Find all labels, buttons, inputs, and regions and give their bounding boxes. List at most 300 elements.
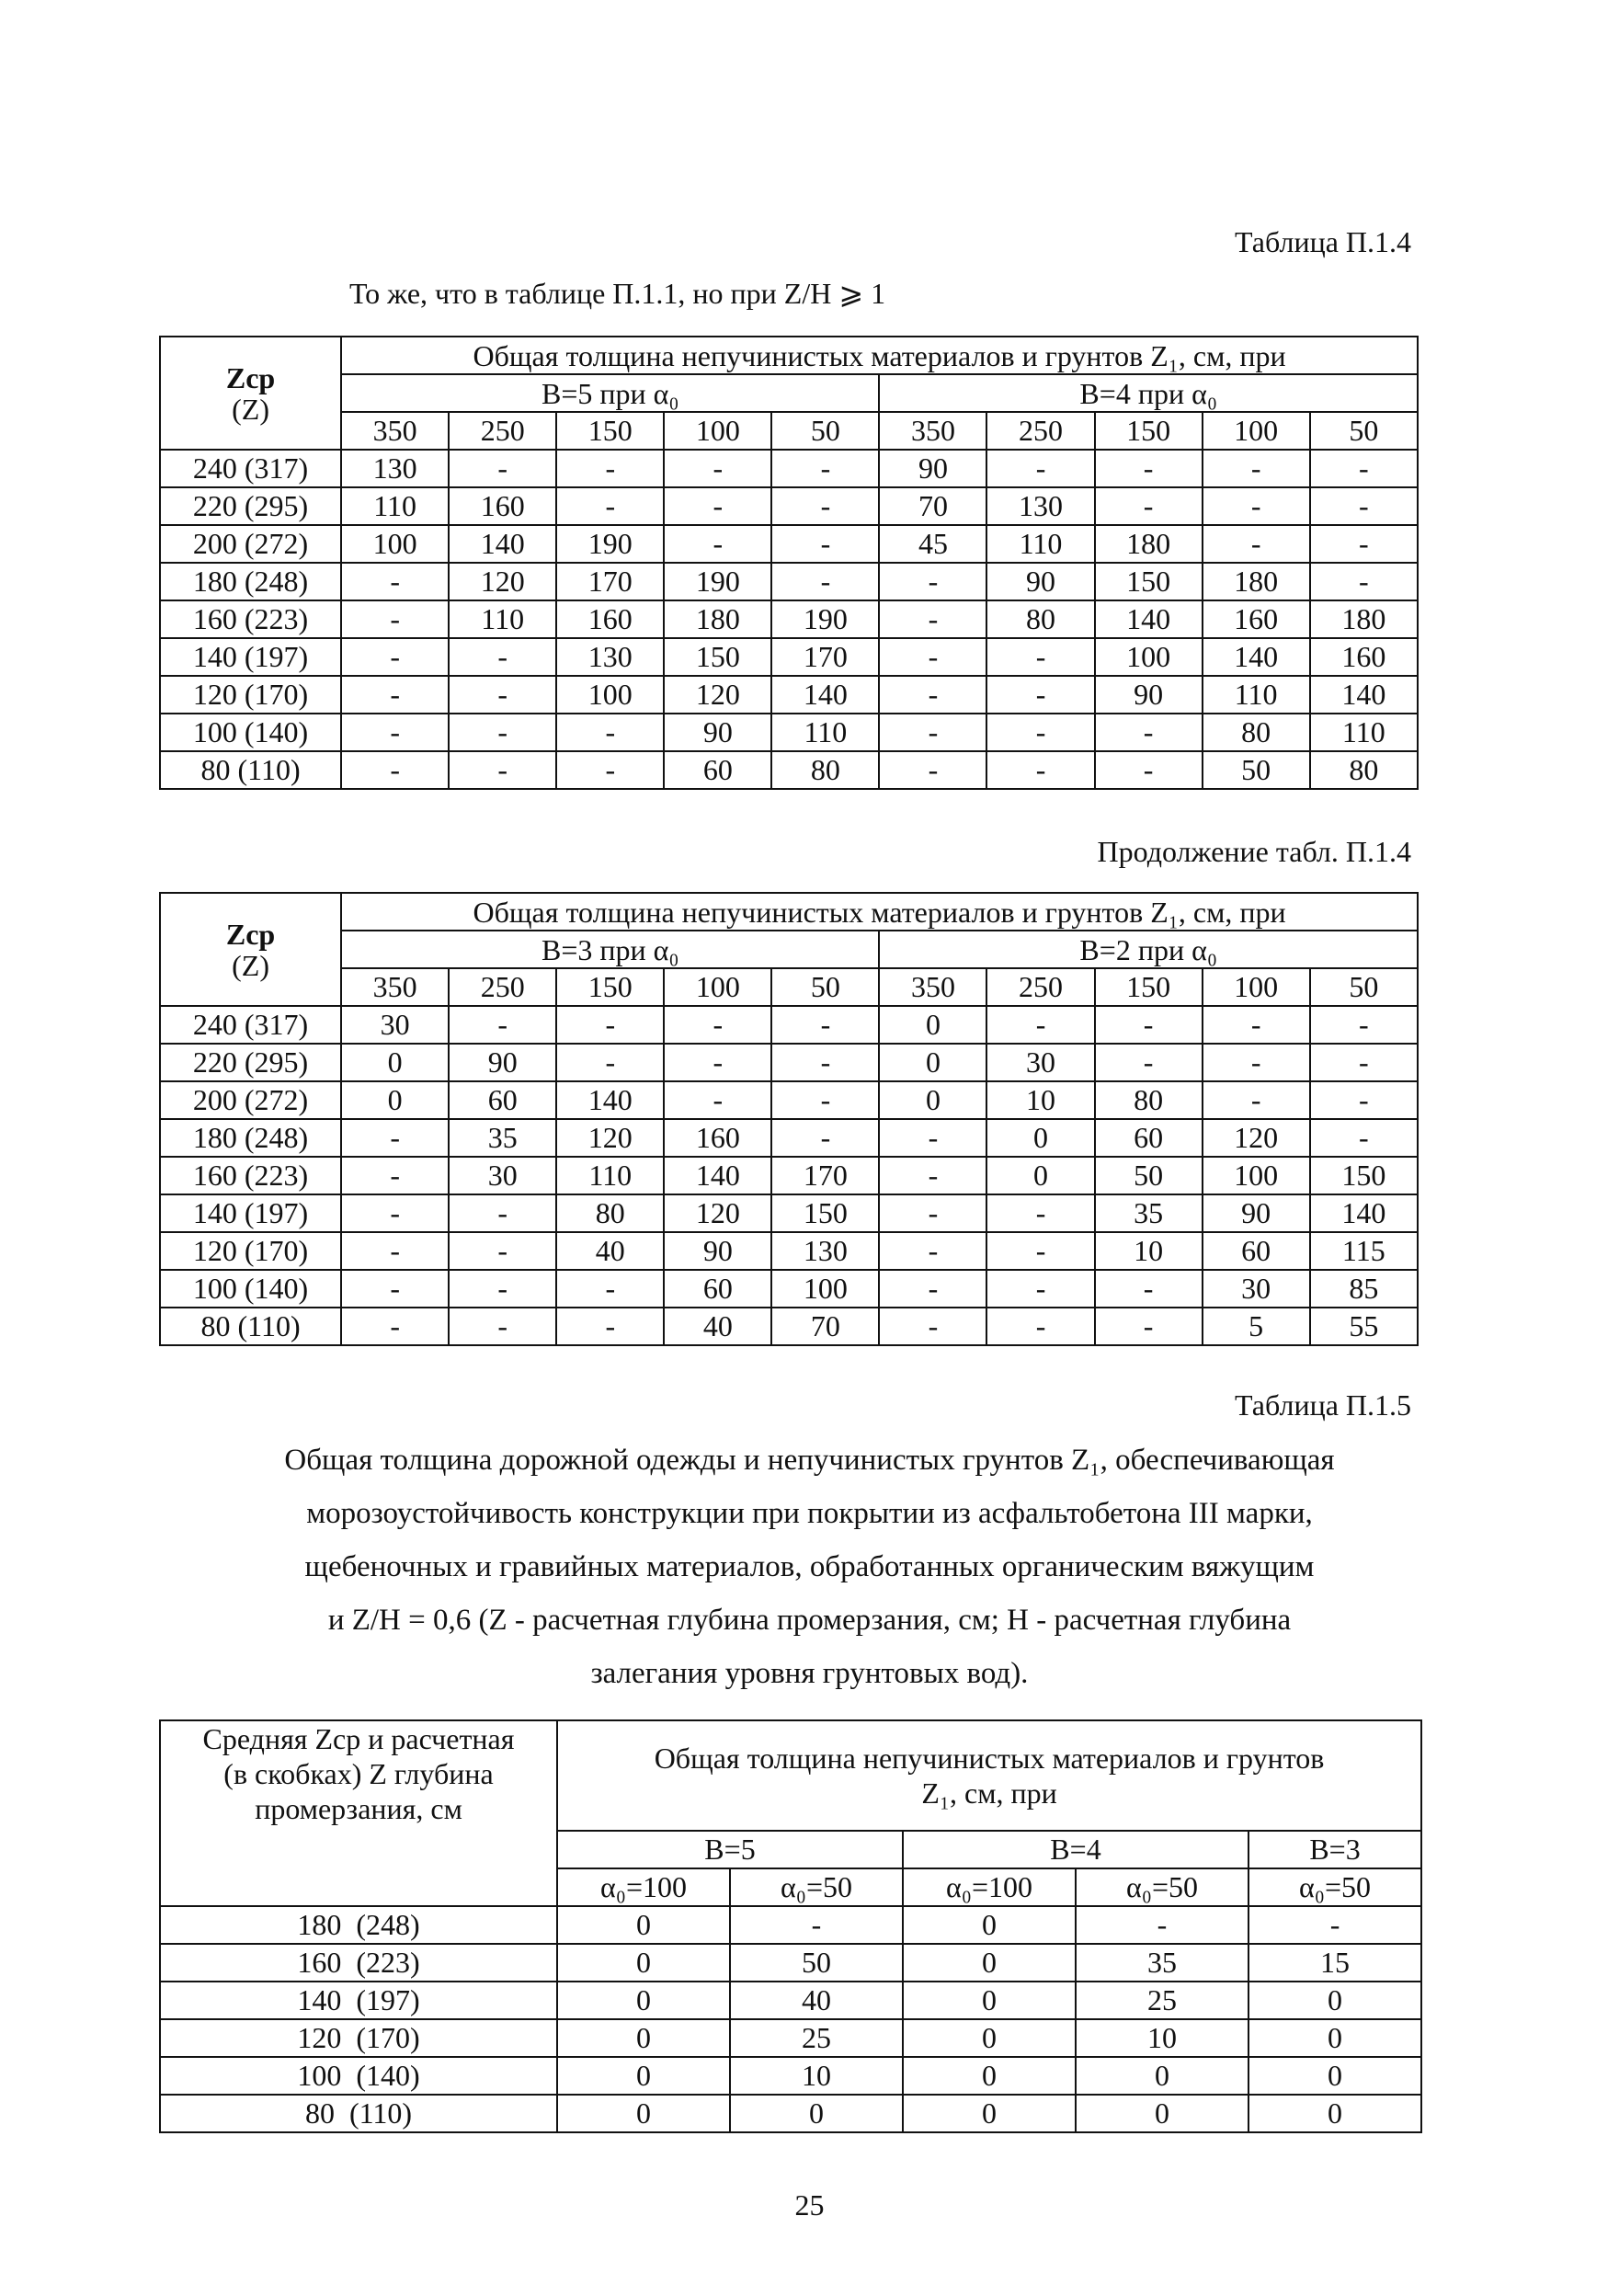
table-cell: 0: [903, 1982, 1076, 2019]
table-cell: 40: [556, 1232, 664, 1270]
data-table: [159, 892, 1419, 1346]
table-row: [160, 563, 1418, 600]
table-cell: 140: [449, 525, 556, 563]
table-row: [160, 1194, 1418, 1232]
table-row: [160, 1232, 1418, 1270]
table-row: [160, 487, 1418, 525]
table-cell: -: [556, 1006, 664, 1044]
table-cell: -: [1310, 1006, 1418, 1044]
table-cell: 110: [341, 487, 449, 525]
alpha-header-cell: 350: [341, 412, 449, 450]
row-label-cell: 100 (140): [160, 714, 341, 751]
table-row: [160, 600, 1418, 638]
table-cell: -: [771, 1006, 879, 1044]
table-row: [160, 676, 1418, 714]
table-cell: 0: [557, 1906, 730, 1944]
table-cell: 110: [1310, 714, 1418, 751]
row-label-cell: 80 (110): [160, 1308, 341, 1345]
table-cell: 115: [1310, 1232, 1418, 1270]
table-cell: 140: [1203, 638, 1310, 676]
table-cell: -: [879, 1232, 986, 1270]
table-cell: -: [341, 638, 449, 676]
table-cell: 90: [664, 714, 771, 751]
table-cell: 150: [771, 1194, 879, 1232]
table-title: То же, что в таблице П.1.1, но при Z/H ⩾ 1: [349, 277, 886, 310]
row-header-cell: Средняя Zср и расчетная (в скобках) Z глубина промерзания, см: [160, 1720, 557, 1906]
table-cell: -: [771, 1044, 879, 1081]
alpha-header-cell: α₀=50: [1248, 1868, 1421, 1906]
caption-line: Общая толщина дорожной одежды и непучинистых грунтов Z₁, обеспечивающая: [284, 1444, 1335, 1477]
table-cell: -: [879, 638, 986, 676]
table-cell: -: [449, 450, 556, 487]
table-cell: -: [449, 1270, 556, 1308]
table-cell: 160: [449, 487, 556, 525]
table-cell: 90: [1203, 1194, 1310, 1232]
subgroup-header: В=4 при α₀: [879, 374, 1418, 412]
table-cell: 0: [903, 2057, 1076, 2095]
table-cell: 15: [1248, 1944, 1421, 1982]
alpha-header-row: [160, 412, 1418, 450]
subgroup-header: В=2 при α₀: [879, 931, 1418, 968]
table-cell: -: [341, 676, 449, 714]
table-label: Таблица П.1.5: [1235, 1388, 1411, 1422]
table-cell: -: [449, 1006, 556, 1044]
table-cell: -: [1095, 714, 1203, 751]
table-cell: 180: [1310, 600, 1418, 638]
table-row: [160, 450, 1418, 487]
table-row: [160, 751, 1418, 789]
group-header: Общая толщина непучинистых материалов и грунтов Z₁, см, при: [557, 1720, 1421, 1831]
table-cell: -: [1310, 1081, 1418, 1119]
table-cell: 120: [664, 1194, 771, 1232]
table-cell: -: [986, 1194, 1094, 1232]
table-cell: 120: [1203, 1119, 1310, 1157]
table-cell: -: [341, 751, 449, 789]
table-cell: 0: [341, 1081, 449, 1119]
table-cell: 100: [771, 1270, 879, 1308]
table-cell: 110: [771, 714, 879, 751]
table-cell: -: [879, 563, 986, 600]
table-cell: 0: [557, 2019, 730, 2057]
b-group-header: В=3: [1248, 1831, 1421, 1868]
table-row: [160, 1006, 1418, 1044]
row-label-cell: 100 (140): [160, 2057, 557, 2095]
row-label-cell: 140 (197): [160, 1982, 557, 2019]
table-cell: 110: [449, 600, 556, 638]
table-cell: 90: [664, 1232, 771, 1270]
table-cell: 10: [986, 1081, 1094, 1119]
table-cell: 60: [1095, 1119, 1203, 1157]
row-label-cell: 120 (170): [160, 1232, 341, 1270]
row-label-cell: 80 (110): [160, 751, 341, 789]
table-cell: -: [986, 714, 1094, 751]
table-cell: -: [986, 751, 1094, 789]
alpha-header-cell: 350: [341, 968, 449, 1006]
table-cell: 50: [1095, 1157, 1203, 1194]
table-cell: 45: [879, 525, 986, 563]
table-cell: 120: [449, 563, 556, 600]
table-cell: 140: [664, 1157, 771, 1194]
table-cell: 180: [1095, 525, 1203, 563]
table-cell: 5: [1203, 1308, 1310, 1345]
table-cell: -: [879, 1270, 986, 1308]
table-cell: -: [771, 450, 879, 487]
table-cell: 90: [986, 563, 1094, 600]
table-cell: -: [1310, 1044, 1418, 1081]
table-cell: -: [771, 1119, 879, 1157]
table-row: [160, 525, 1418, 563]
table-cell: -: [986, 676, 1094, 714]
table-cell: -: [449, 676, 556, 714]
table-cell: 140: [556, 1081, 664, 1119]
table-cell: -: [1310, 525, 1418, 563]
alpha-header-cell: 250: [986, 968, 1094, 1006]
table-cell: 90: [879, 450, 986, 487]
table-cell: -: [1203, 450, 1310, 487]
table-cell: 100: [1203, 1157, 1310, 1194]
row-label-cell: 140 (197): [160, 638, 341, 676]
table-cell: -: [986, 1232, 1094, 1270]
table-row: [160, 2057, 1421, 2095]
table-cell: 55: [1310, 1308, 1418, 1345]
table-row: [160, 1270, 1418, 1308]
table-cell: -: [879, 751, 986, 789]
row-label-cell: 180 (248): [160, 1119, 341, 1157]
table-cell: 80: [556, 1194, 664, 1232]
row-label-cell: 220 (295): [160, 1044, 341, 1081]
table-cell: 90: [449, 1044, 556, 1081]
table-cell: 60: [664, 1270, 771, 1308]
subgroup-header: В=5 при α₀: [341, 374, 879, 412]
table-cell: -: [771, 1081, 879, 1119]
table-cell: -: [556, 1044, 664, 1081]
table-row: [160, 714, 1418, 751]
table-cell: 0: [1248, 2095, 1421, 2132]
table-cell: 130: [771, 1232, 879, 1270]
table-cell: 40: [664, 1308, 771, 1345]
row-label-cell: 240 (317): [160, 1006, 341, 1044]
alpha-header-cell: α₀=100: [903, 1868, 1076, 1906]
table-cell: 60: [664, 751, 771, 789]
table-cell: 190: [771, 600, 879, 638]
table-row: [160, 1982, 1421, 2019]
caption-line: щебеночных и гравийных материалов, обработанных органическим вяжущим: [304, 1550, 1315, 1583]
alpha-header-cell: 100: [664, 412, 771, 450]
table-cell: -: [1095, 1006, 1203, 1044]
table-cell: -: [556, 450, 664, 487]
table-cell: -: [341, 1194, 449, 1232]
page-number: 25: [794, 2188, 825, 2222]
alpha-header-cell: 350: [879, 968, 986, 1006]
table-cell: 110: [986, 525, 1094, 563]
table-cell: 80: [1095, 1081, 1203, 1119]
alpha-header-cell: α₀=50: [730, 1868, 903, 1906]
table-cell: -: [664, 450, 771, 487]
table-cell: 160: [664, 1119, 771, 1157]
table-row: [160, 1044, 1418, 1081]
row-label-cell: 160 (223): [160, 1944, 557, 1982]
alpha-header-cell: 150: [1095, 968, 1203, 1006]
subgroup-header: В=3 при α₀: [341, 931, 879, 968]
table-cell: -: [1095, 1044, 1203, 1081]
table-cell: 140: [1310, 1194, 1418, 1232]
table-cell: -: [1203, 1044, 1310, 1081]
table-cell: 180: [1203, 563, 1310, 600]
table-cell: -: [556, 1270, 664, 1308]
table-cell: 120: [556, 1119, 664, 1157]
table-row: [160, 1906, 1421, 1944]
row-header-cell: Zср (Z): [160, 893, 341, 1006]
table-cell: 140: [771, 676, 879, 714]
table-cell: -: [556, 487, 664, 525]
row-label-cell: 140 (197): [160, 1194, 341, 1232]
table-cell: -: [341, 1119, 449, 1157]
table-row: [160, 2019, 1421, 2057]
table-cell: -: [341, 1308, 449, 1345]
table-cell: -: [1310, 1119, 1418, 1157]
table-cell: 0: [1076, 2095, 1248, 2132]
table-cell: -: [556, 751, 664, 789]
table-cell: 0: [1248, 2057, 1421, 2095]
table-cell: 0: [986, 1157, 1094, 1194]
table-cell: 0: [903, 2095, 1076, 2132]
table-cell: 0: [1076, 2057, 1248, 2095]
table-cell: 35: [449, 1119, 556, 1157]
table-cell: 50: [1203, 751, 1310, 789]
table-cell: -: [879, 676, 986, 714]
table-cell: 70: [879, 487, 986, 525]
table-cell: 100: [556, 676, 664, 714]
group-header: Общая толщина непучинистых материалов и грунтов Z₁, см, при: [341, 337, 1418, 374]
table-cell: -: [879, 600, 986, 638]
table-cell: -: [986, 1308, 1094, 1345]
table-cell: -: [1076, 1906, 1248, 1944]
table-cell: -: [986, 638, 1094, 676]
table-continuation-label: Продолжение табл. П.1.4: [1097, 835, 1411, 868]
alpha-header-cell: 150: [1095, 412, 1203, 450]
table-cell: -: [341, 1270, 449, 1308]
table-cell: -: [664, 487, 771, 525]
table-cell: 40: [730, 1982, 903, 2019]
table-cell: 0: [557, 1944, 730, 1982]
table-cell: 30: [341, 1006, 449, 1044]
table-cell: -: [771, 525, 879, 563]
table-cell: 80: [771, 751, 879, 789]
alpha-header-cell: α₀=50: [1076, 1868, 1248, 1906]
table-cell: 130: [986, 487, 1094, 525]
table-cell: 100: [1095, 638, 1203, 676]
alpha-header-cell: 50: [771, 968, 879, 1006]
table-cell: 30: [449, 1157, 556, 1194]
table-cell: 170: [771, 638, 879, 676]
caption-line: морозоустойчивость конструкции при покрытии из асфальтобетона III марки,: [306, 1497, 1313, 1530]
table-cell: -: [1203, 525, 1310, 563]
table-cell: 0: [903, 1906, 1076, 1944]
table-cell: -: [341, 714, 449, 751]
row-header-cell: Zср (Z): [160, 337, 341, 450]
table-cell: -: [879, 1308, 986, 1345]
table-cell: -: [556, 1308, 664, 1345]
table-cell: -: [341, 1232, 449, 1270]
caption-line: залегания уровня грунтовых вод).: [590, 1657, 1029, 1690]
table-cell: 35: [1095, 1194, 1203, 1232]
alpha-header-cell: 250: [449, 412, 556, 450]
table-cell: -: [1095, 1270, 1203, 1308]
table-cell: 50: [730, 1944, 903, 1982]
table-cell: -: [1095, 450, 1203, 487]
table-cell: -: [341, 1157, 449, 1194]
row-label-cell: 180 (248): [160, 563, 341, 600]
table-cell: 0: [557, 1982, 730, 2019]
table-cell: -: [730, 1906, 903, 1944]
table-cell: 30: [986, 1044, 1094, 1081]
row-label-cell: 200 (272): [160, 525, 341, 563]
table-cell: 150: [664, 638, 771, 676]
alpha-header-cell: 100: [1203, 412, 1310, 450]
table-cell: -: [664, 1044, 771, 1081]
table-cell: 150: [1310, 1157, 1418, 1194]
table-cell: 25: [1076, 1982, 1248, 2019]
alpha-header-cell: 150: [556, 968, 664, 1006]
row-label-cell: 220 (295): [160, 487, 341, 525]
row-label-cell: 120 (170): [160, 676, 341, 714]
row-label-cell: 180 (248): [160, 1906, 557, 1944]
table-cell: -: [664, 1006, 771, 1044]
table-cell: 0: [879, 1006, 986, 1044]
table-cell: 0: [903, 1944, 1076, 1982]
table-cell: -: [1310, 450, 1418, 487]
table-cell: -: [1203, 1006, 1310, 1044]
table-cell: 80: [986, 600, 1094, 638]
alpha-header-cell: 100: [1203, 968, 1310, 1006]
table-cell: -: [664, 525, 771, 563]
table-cell: -: [1095, 1308, 1203, 1345]
alpha-header-cell: 50: [1310, 412, 1418, 450]
table-cell: 170: [556, 563, 664, 600]
table-cell: 0: [730, 2095, 903, 2132]
table-cell: 0: [879, 1044, 986, 1081]
row-label-cell: 120 (170): [160, 2019, 557, 2057]
table-cell: -: [1203, 487, 1310, 525]
table-cell: 30: [1203, 1270, 1310, 1308]
row-label-cell: 80 (110): [160, 2095, 557, 2132]
table-cell: 100: [341, 525, 449, 563]
table-cell: -: [341, 600, 449, 638]
table-label: Таблица П.1.4: [1235, 225, 1411, 258]
table-row: [160, 1081, 1418, 1119]
table-cell: -: [771, 487, 879, 525]
table-cell: -: [1310, 563, 1418, 600]
table-cell: 70: [771, 1308, 879, 1345]
row-label-cell: 160 (223): [160, 1157, 341, 1194]
table-cell: -: [879, 1157, 986, 1194]
table-cell: -: [879, 1194, 986, 1232]
table-cell: -: [449, 1232, 556, 1270]
table-cell: 10: [1095, 1232, 1203, 1270]
table-cell: -: [986, 1270, 1094, 1308]
table-cell: 80: [1203, 714, 1310, 751]
row-label-cell: 240 (317): [160, 450, 341, 487]
b-group-header: В=4: [903, 1831, 1248, 1868]
table-row: [160, 1944, 1421, 1982]
table-cell: 170: [771, 1157, 879, 1194]
table-cell: 60: [1203, 1232, 1310, 1270]
row-label-cell: 160 (223): [160, 600, 341, 638]
table-cell: 25: [730, 2019, 903, 2057]
table-cell: 0: [986, 1119, 1094, 1157]
table-cell: 80: [1310, 751, 1418, 789]
table-row: [160, 2095, 1421, 2132]
data-table: [159, 1719, 1422, 2133]
table-cell: -: [1310, 487, 1418, 525]
alpha-header-cell: 100: [664, 968, 771, 1006]
row-label-cell: 200 (272): [160, 1081, 341, 1119]
table-cell: -: [879, 714, 986, 751]
table-cell: -: [1095, 751, 1203, 789]
table-cell: 160: [1310, 638, 1418, 676]
table-cell: -: [771, 563, 879, 600]
table-cell: 110: [1203, 676, 1310, 714]
table-cell: -: [449, 714, 556, 751]
table-cell: 85: [1310, 1270, 1418, 1308]
table-cell: -: [1095, 487, 1203, 525]
row-label-cell: 100 (140): [160, 1270, 341, 1308]
table-cell: 10: [730, 2057, 903, 2095]
alpha-header-cell: 150: [556, 412, 664, 450]
table-cell: -: [341, 563, 449, 600]
alpha-header-cell: 250: [986, 412, 1094, 450]
alpha-header-cell: 250: [449, 968, 556, 1006]
table-cell: 60: [449, 1081, 556, 1119]
table-cell: 130: [556, 638, 664, 676]
table-cell: 0: [1248, 1982, 1421, 2019]
table-cell: 110: [556, 1157, 664, 1194]
table-row: [160, 1157, 1418, 1194]
table-cell: 130: [341, 450, 449, 487]
table-cell: 140: [1310, 676, 1418, 714]
table-cell: 190: [664, 563, 771, 600]
table-cell: 180: [664, 600, 771, 638]
table-cell: -: [986, 450, 1094, 487]
table-cell: -: [449, 1194, 556, 1232]
table-cell: 90: [1095, 676, 1203, 714]
table-cell: 190: [556, 525, 664, 563]
table-cell: 0: [903, 2019, 1076, 2057]
table-cell: 10: [1076, 2019, 1248, 2057]
alpha-header-cell: 50: [771, 412, 879, 450]
table-cell: -: [664, 1081, 771, 1119]
table-cell: -: [449, 638, 556, 676]
table-cell: -: [879, 1119, 986, 1157]
table-row: [160, 1119, 1418, 1157]
table-cell: 140: [1095, 600, 1203, 638]
table-cell: 0: [1248, 2019, 1421, 2057]
table-cell: 150: [1095, 563, 1203, 600]
alpha-header-cell: 350: [879, 412, 986, 450]
table-row: [160, 1308, 1418, 1345]
alpha-header-cell: 50: [1310, 968, 1418, 1006]
table-cell: 160: [556, 600, 664, 638]
table-cell: -: [1203, 1081, 1310, 1119]
alpha-header-row: [160, 968, 1418, 1006]
table-cell: -: [1248, 1906, 1421, 1944]
caption-line: и Z/H = 0,6 (Z - расчетная глубина промерзания, см; H - расчетная глубина: [327, 1604, 1292, 1637]
table-cell: -: [986, 1006, 1094, 1044]
table-cell: -: [556, 714, 664, 751]
b-group-header: В=5: [557, 1831, 903, 1868]
table-cell: 0: [341, 1044, 449, 1081]
table-cell: 0: [879, 1081, 986, 1119]
